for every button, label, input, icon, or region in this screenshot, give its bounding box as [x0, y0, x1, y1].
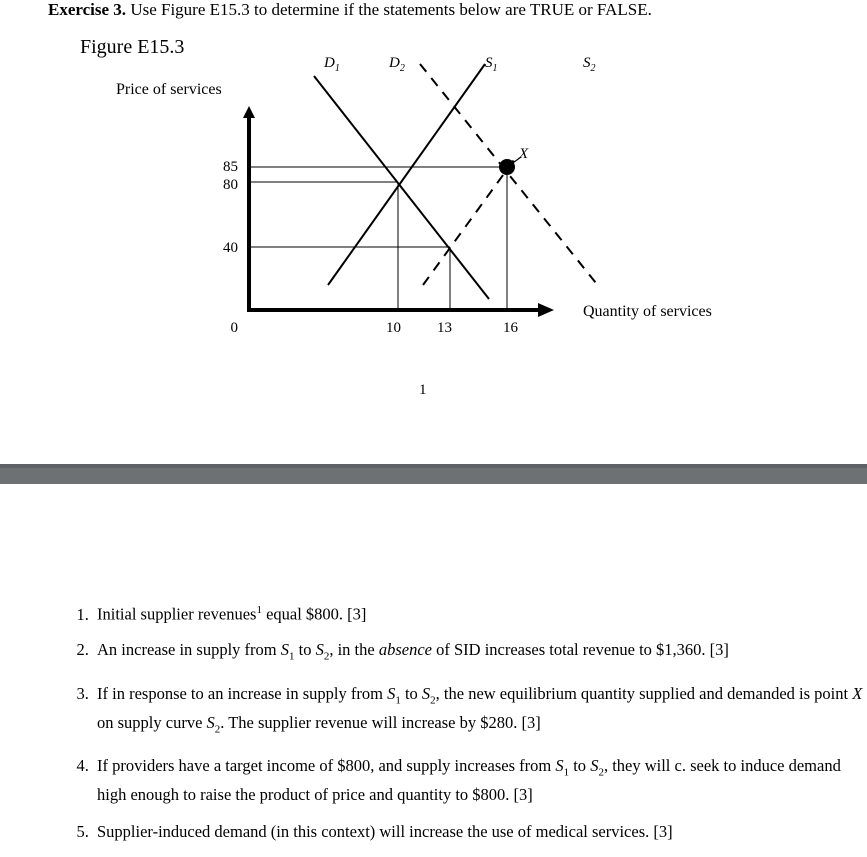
statement-4: 4. If providers have a target income of $800, and supply increases from $S_1$ to $S_2$, they will c. seek to induce demand high enough to raise the product of price and quantity to $800. [3] — [93, 755, 863, 805]
curve-s1 — [423, 160, 514, 285]
curve-label-s2: $S_2$ — [583, 55, 596, 74]
statement-2: 2. An increase in supply from $S_1$ to $S_2$, in the absence of SID increases total revenue to $1,360. [3] — [93, 639, 863, 668]
y-tick-80: 80 — [223, 177, 238, 193]
statement-list — [48, 600, 863, 857]
page-number: 1 — [419, 382, 427, 398]
y-tick-85: 85 — [223, 159, 238, 175]
x-tick-10: 10 — [386, 320, 401, 336]
curve-s2 — [328, 64, 485, 285]
curve-label-s1: $S_1$ — [485, 55, 498, 74]
figure-title: Figure E15.3 — [80, 36, 185, 58]
curve-label-d2: $D_2$ — [389, 55, 405, 74]
statement-3: 3. If in response to an increase in supply from $S_1$ to $S_2$, the new equilibrium quantity supplied and demanded is point X on supply curve $S_2$. The supplier revenue will increase by $280. [3] — [93, 683, 863, 741]
x-tick-16: 16 — [503, 320, 518, 336]
curve-d1 — [314, 76, 489, 299]
statement-1: 1. Initial supplier revenues$^1$ equal $800. [3] — [93, 600, 863, 625]
x-tick-13: 13 — [437, 320, 452, 336]
exercise-number: Exercise 3. — [48, 0, 127, 19]
y-tick-0: 0 — [230, 320, 238, 336]
exercise-instruction: Use Figure E15.3 to determine if the statements below are TRUE or FALSE. — [130, 0, 652, 19]
statement-5: 5. Supplier-induced demand (in this context) will increase the use of medical services. [3] — [93, 821, 863, 843]
x-axis-label: Quantity of services — [583, 303, 712, 320]
y-axis-arrow — [243, 106, 255, 118]
point-x-label: X — [519, 146, 529, 162]
page-break-divider — [0, 464, 867, 484]
y-tick-40: 40 — [223, 240, 238, 256]
curve-d2 — [420, 64, 600, 288]
point-x-marker — [499, 159, 515, 175]
y-axis-label: Price of services — [116, 81, 222, 98]
curve-label-d1: $D_1$ — [324, 55, 340, 74]
x-axis-arrow — [538, 303, 554, 317]
